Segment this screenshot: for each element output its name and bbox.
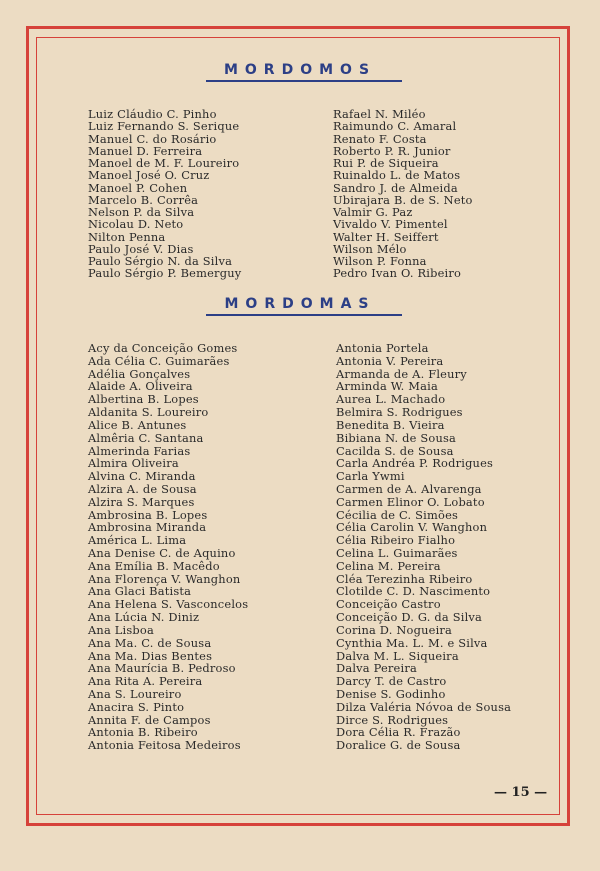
mordomas-left-column <box>88 342 248 752</box>
list-item: Cacilda S. de Sousa <box>336 443 454 458</box>
list-item: Doralice G. de Sousa <box>336 738 461 753</box>
list-item: Paulo Sérgio P. Bemerguy <box>88 266 242 281</box>
list-item: Almira Oliveira <box>88 456 179 471</box>
list-item: Cécilia de C. Simões <box>336 507 459 522</box>
list-item: Cynthia Ma. L. M. e Silva <box>336 635 488 650</box>
list-item: Benedita B. Vieira <box>336 417 445 432</box>
list-item: Arminda W. Maia <box>336 379 438 394</box>
list-item: Adélia Gonçalves <box>88 366 191 381</box>
list-item: Paulo Sérgio N. da Silva <box>88 254 233 269</box>
list-item: Anacira S. Pinto <box>88 699 185 714</box>
list-item: Walter H. Seiffert <box>333 229 439 244</box>
list-item: Dalva M. L. Siqueira <box>336 648 459 663</box>
list-item: Annita F. de Campos <box>88 712 211 727</box>
list-item: Antonia V. Pereira <box>336 353 444 368</box>
list-item: Ana Emília B. Macêdo <box>88 558 220 573</box>
list-item: Rui P. de Siqueira <box>333 156 439 171</box>
list-item: Alzira S. Marques <box>88 494 195 509</box>
list-item: Antonia Feitosa Medeiros <box>88 738 241 753</box>
list-item: Ruinaldo L. de Matos <box>333 168 461 183</box>
list-item: Ubirajara B. de S. Neto <box>333 192 473 207</box>
list-item: Conceição D. G. da Silva <box>336 610 483 625</box>
list-item: Albertina B. Lopes <box>88 392 199 407</box>
list-item: Ana Florença V. Wanghon <box>88 571 241 586</box>
list-item: Antonia Portela <box>336 341 429 355</box>
list-item: Ana S. Loureiro <box>88 686 182 701</box>
list-item: Bibiana N. de Sousa <box>336 430 457 445</box>
list-item: Luiz Cláudio C. Pinho <box>88 107 217 121</box>
list-item: Almêria C. Santana <box>88 430 204 445</box>
list-item: Manuel C. do Rosário <box>88 131 217 146</box>
list-item: Ana Lisboa <box>88 622 154 637</box>
list-item: Wilson Mélo <box>333 241 407 256</box>
list-item: Valmir G. Paz <box>333 205 413 220</box>
list-item: Sandro J. de Almeida <box>333 180 458 195</box>
list-item: Darcy T. de Castro <box>336 674 447 689</box>
list-item: Conceição Castro <box>336 597 441 612</box>
list-item: Ada Célia C. Guimarães <box>88 353 230 368</box>
list-item: Manoel José O. Cruz <box>88 168 210 183</box>
list-item: Alice B. Antunes <box>88 417 187 432</box>
list-item: Ana Ma. Dias Bentes <box>88 648 213 663</box>
list-item: Nicolau D. Neto <box>88 217 184 232</box>
list-item: Alvina C. Miranda <box>88 469 196 484</box>
list-item: Wilson P. Fonna <box>333 254 427 269</box>
list-item: Ana Denise C. de Aquino <box>88 546 236 560</box>
list-item: Acy da Conceição Gomes <box>88 341 238 355</box>
list-item: Antonia B. Ribeiro <box>88 725 198 740</box>
mordomos-heading: MORDOMOS <box>223 62 377 78</box>
list-item: Carla Andréa P. Rodrigues <box>336 456 494 471</box>
mordomos-heading-rule <box>206 80 402 82</box>
list-item: Manoel P. Cohen <box>88 180 188 195</box>
list-item: Almerinda Farias <box>88 443 191 458</box>
mordomos-right-column <box>333 108 473 280</box>
list-item: Nelson P. da Silva <box>88 205 195 220</box>
list-item: Rafael N. Miléo <box>333 107 426 121</box>
list-item: Carmen Elinor O. Lobato <box>336 494 485 509</box>
list-item: Cléa Terezinha Ribeiro <box>336 571 473 586</box>
list-item: Vivaldo V. Pimentel <box>333 217 448 232</box>
list-item: Carla Ywmi <box>336 469 405 484</box>
list-item: Alzira A. de Sousa <box>88 481 197 496</box>
list-item: Corina D. Nogueira <box>336 622 453 637</box>
list-item: Paulo José V. Dias <box>88 241 194 256</box>
list-item: Ambrosina Miranda <box>88 520 207 535</box>
page-number: — 15 — <box>494 785 548 800</box>
list-item: Ana Helena S. Vasconcelos <box>88 597 249 612</box>
list-item: Marcelo B. Corrêa <box>88 192 199 207</box>
list-item: Pedro Ivan O. Ribeiro <box>333 266 462 281</box>
list-item: Celina M. Pereira <box>336 558 441 573</box>
mordomos-left-column <box>88 108 241 280</box>
list-item: Dora Célia R. Frazão <box>336 725 461 740</box>
list-item: Clotilde C. D. Nascimento <box>336 584 491 599</box>
list-item: Ana Rita A. Pereira <box>88 674 203 689</box>
list-item: Alaide A. Oliveira <box>88 379 193 394</box>
list-item: Aldanita S. Loureiro <box>88 405 209 420</box>
list-item: Ambrosina B. Lopes <box>88 507 208 522</box>
list-item: Renato F. Costa <box>333 131 427 146</box>
list-item: Manuel D. Ferreira <box>88 143 203 158</box>
list-item: Denise S. Godinho <box>336 686 446 701</box>
list-item: Célia Ribeiro Fialho <box>336 533 456 548</box>
list-item: Ana Glaci Batista <box>88 584 192 599</box>
list-item: Ana Maurícia B. Pedroso <box>88 661 236 676</box>
list-item: Manoel de M. F. Loureiro <box>88 156 240 171</box>
list-item: Célia Carolin V. Wanghon <box>336 520 488 535</box>
list-item: Aurea L. Machado <box>336 392 446 407</box>
list-item: Roberto P. R. Junior <box>333 143 451 158</box>
list-item: Celina L. Guimarães <box>336 546 458 560</box>
list-item: América L. Lima <box>88 533 187 548</box>
list-item: Armanda de A. Fleury <box>336 366 467 381</box>
list-item: Raimundo C. Amaral <box>333 119 457 134</box>
list-item: Ana Lúcia N. Diniz <box>88 610 200 625</box>
list-item: Dalva Pereira <box>336 661 417 676</box>
list-item: Carmen de A. Alvarenga <box>336 481 482 496</box>
list-item: Ana Ma. C. de Sousa <box>88 635 212 650</box>
mordomas-heading-rule <box>206 314 402 316</box>
mordomas-right-column <box>336 342 511 752</box>
mordomas-heading: MORDOMAS <box>224 296 376 312</box>
list-item: Dirce S. Rodrigues <box>336 712 449 727</box>
list-item: Nilton Penna <box>88 229 166 244</box>
list-item: Belmira S. Rodrigues <box>336 405 463 420</box>
list-item: Dilza Valéria Nóvoa de Sousa <box>336 699 512 714</box>
list-item: Luiz Fernando S. Serique <box>88 119 240 134</box>
